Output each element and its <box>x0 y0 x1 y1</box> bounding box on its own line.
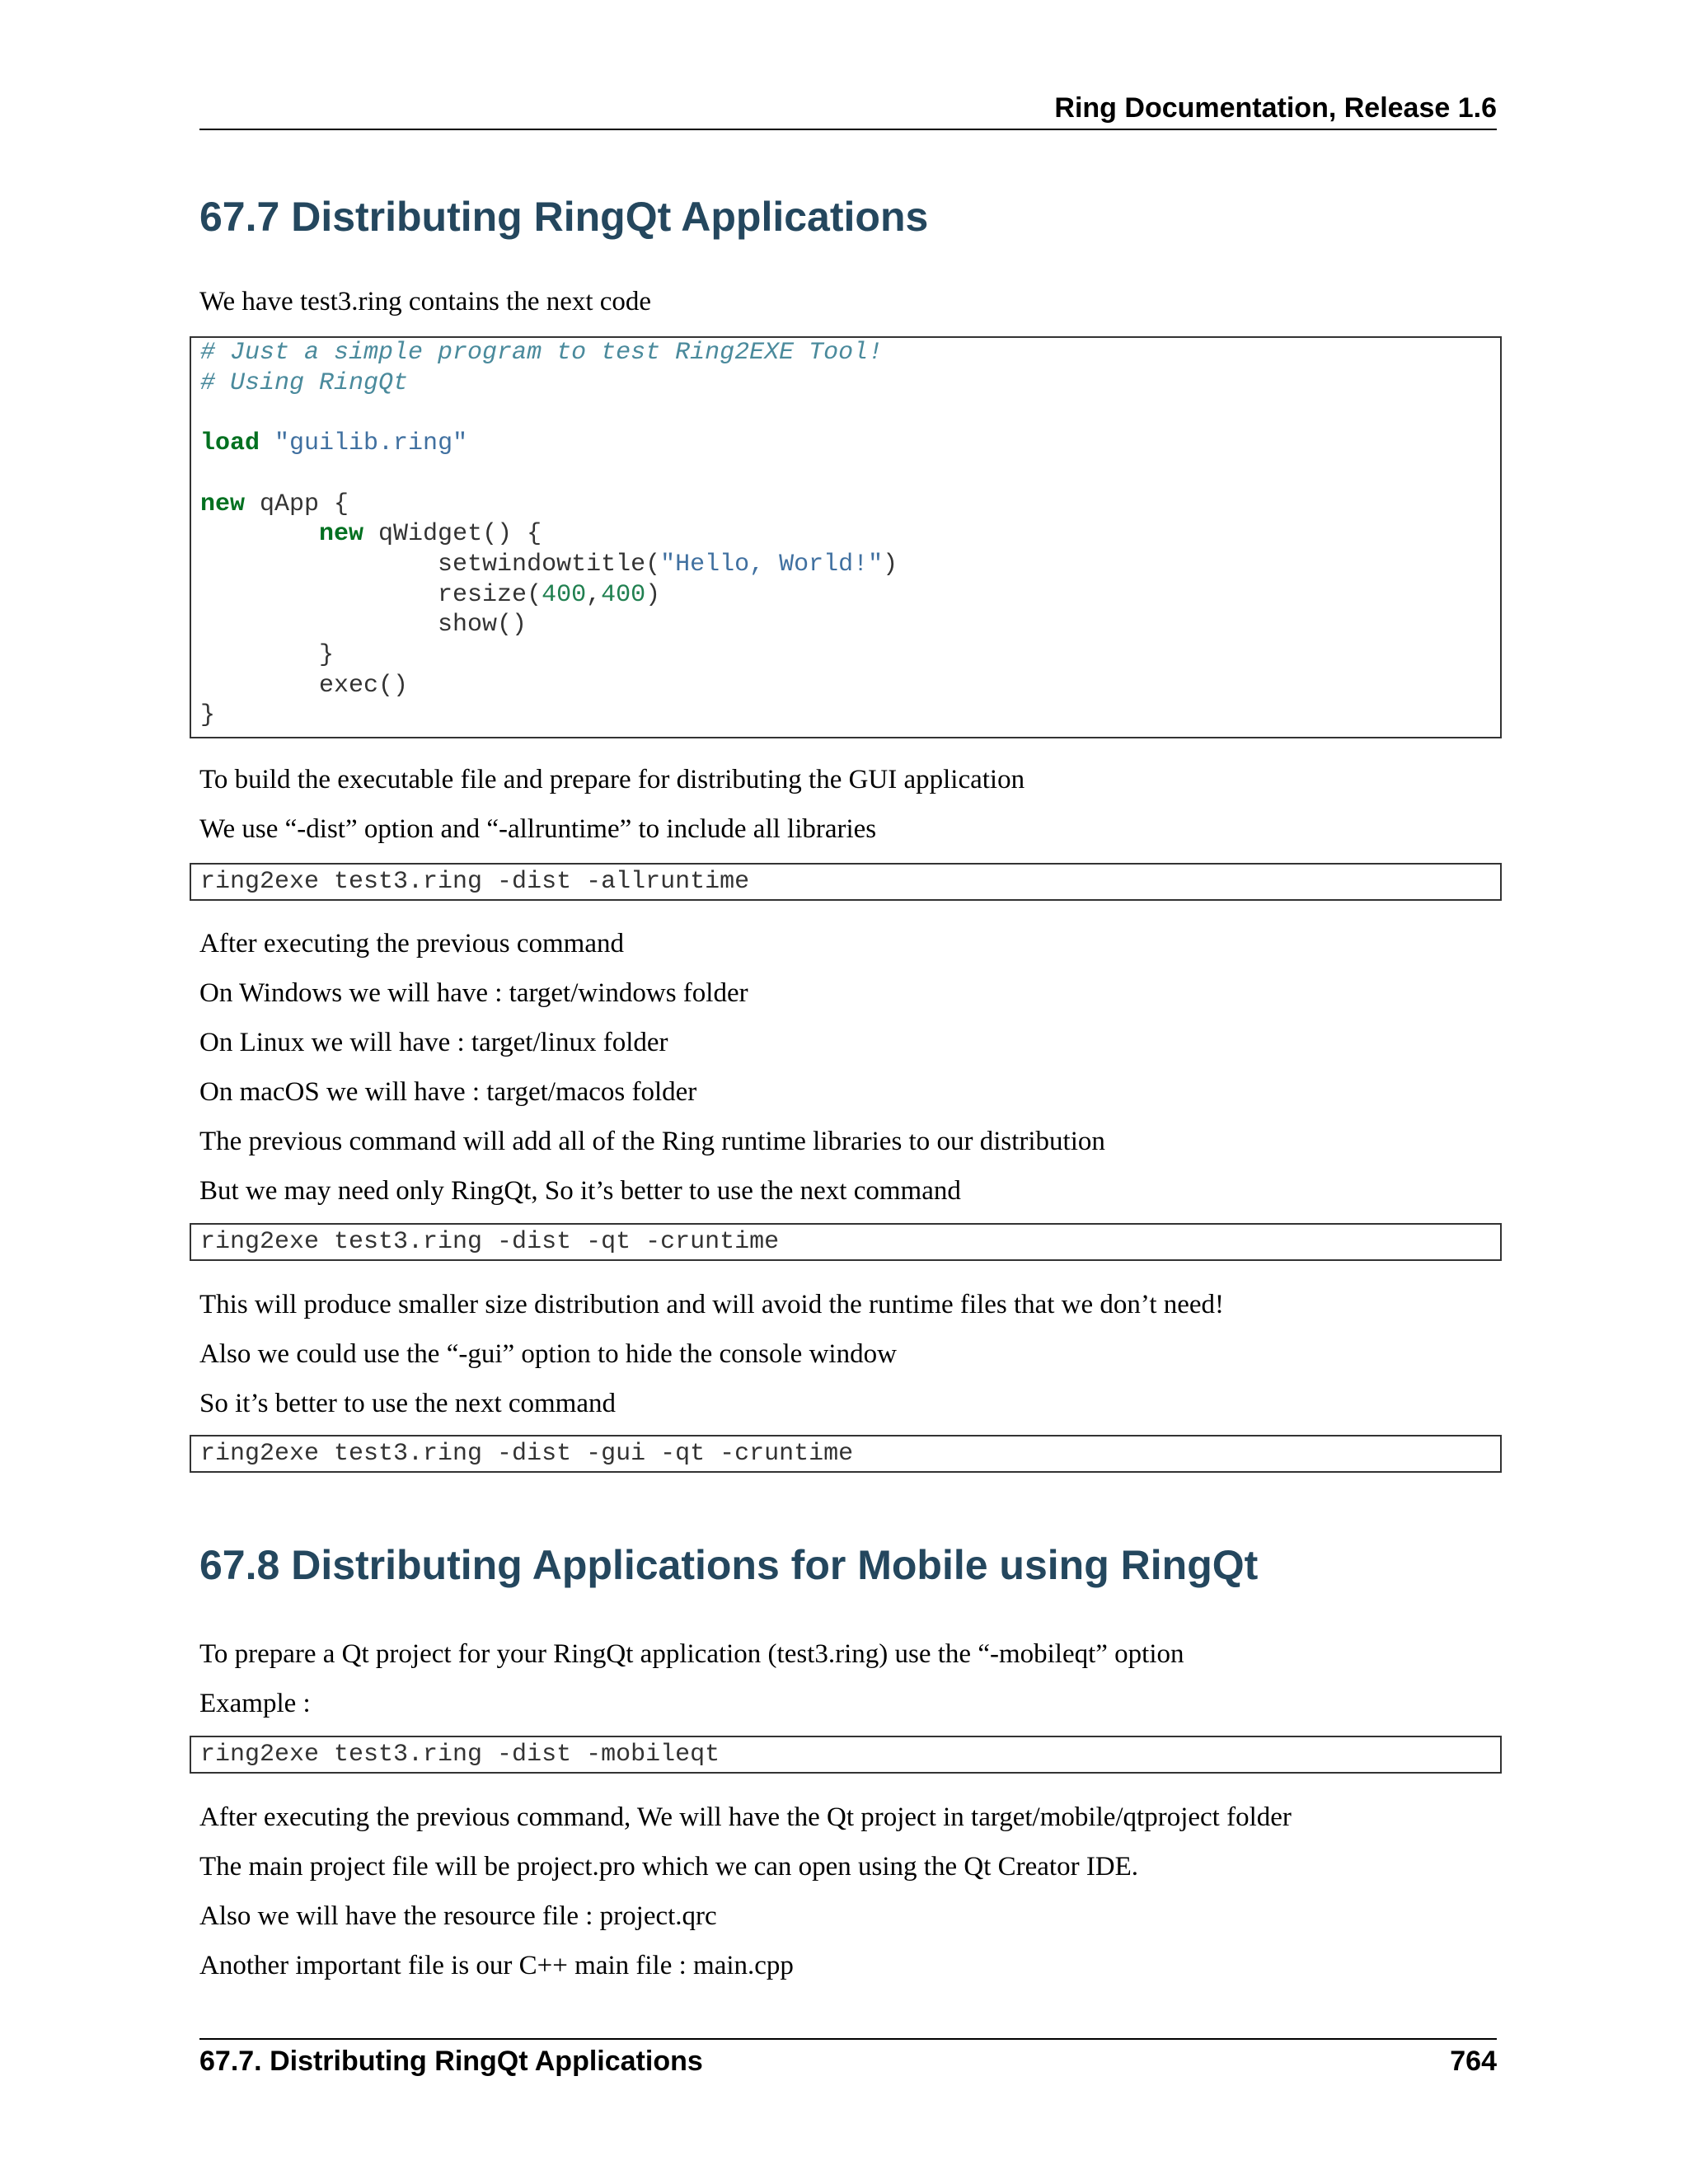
command-text: ring2exe test3.ring -dist -allruntime <box>200 868 750 896</box>
section-title-67-8: 67.8 Distributing Applications for Mobile using RingQt <box>199 1542 1259 1588</box>
command-text: ring2exe test3.ring -dist -qt -cruntime <box>200 1228 780 1256</box>
paragraph-after-mobile: After executing the previous command, We will have the Qt project in target/mobile/qtproject folder <box>199 1802 1292 1832</box>
paragraph-all-libs: The previous command will add all of the Ring runtime libraries to our distribution <box>199 1127 1105 1156</box>
code-line-11: } <box>200 641 335 670</box>
code-number: 400 <box>601 580 646 609</box>
code-number: 400 <box>542 580 587 609</box>
paragraph-resource: Also we will have the resource file : project.qrc <box>199 1901 717 1931</box>
code-line-13: } <box>200 701 216 730</box>
section-title-67-7: 67.7 Distributing RingQt Applications <box>199 194 929 240</box>
paragraph-after: After executing the previous command <box>199 929 624 958</box>
code-string: "guilib.ring" <box>274 429 468 458</box>
page-number: 764 <box>1450 2046 1497 2077</box>
code-block-test3[interactable] <box>190 336 1502 738</box>
paragraph-main-cpp: Another important file is our C++ main file : main.cpp <box>199 1951 794 1980</box>
code-line-9: resize(400,400) <box>200 580 661 609</box>
header-rule <box>199 129 1497 130</box>
running-header: Ring Documentation, Release 1.6 <box>1054 92 1497 124</box>
code-line-10: show() <box>200 611 528 640</box>
code-line-7: new qWidget() { <box>319 520 542 549</box>
command-text: ring2exe test3.ring -dist -gui -qt -cruntime <box>200 1440 854 1468</box>
paragraph-example: Example : <box>199 1689 311 1718</box>
code-line-1: # Just a simple program to test Ring2EXE Tool! <box>200 339 884 367</box>
command-text: ring2exe test3.ring -dist -mobileqt <box>200 1741 720 1769</box>
code-string: "Hello, World!" <box>660 550 884 579</box>
footer-rule <box>199 2038 1497 2040</box>
paragraph-build: To build the executable file and prepare for distributing the GUI application <box>199 765 1025 794</box>
code-line-4 <box>200 429 467 457</box>
code-keyword: new <box>200 490 246 518</box>
command-gui[interactable] <box>190 1435 1502 1473</box>
code-keyword: new <box>319 520 364 549</box>
paragraph-only-ringqt: But we may need only RingQt, So it’s better to use the next command <box>199 1176 961 1206</box>
code-line-8: setwindowtitle("Hello, World!") <box>200 550 898 579</box>
code-keyword: load <box>200 429 260 458</box>
code-listing <box>191 338 1500 731</box>
command-mobileqt[interactable] <box>190 1736 1502 1774</box>
paragraph-linux: On Linux we will have : target/linux folder <box>199 1028 668 1057</box>
paragraph-dist-option: We use “-dist” option and “-allruntime” to include all libraries <box>199 814 877 844</box>
code-line-12: exec() <box>200 671 409 700</box>
paragraph-windows: On Windows we will have : target/windows folder <box>199 978 748 1008</box>
paragraph-macos: On macOS we will have : target/macos folder <box>199 1077 697 1107</box>
paragraph-project-file: The main project file will be project.pro which we can open using the Qt Creator IDE. <box>199 1852 1139 1882</box>
paragraph-gui-option: Also we could use the “-gui” option to hide the console window <box>199 1339 897 1369</box>
paragraph-prepare: To prepare a Qt project for your RingQt application (test3.ring) use the “-mobileqt” option <box>199 1639 1184 1669</box>
paragraph-better: So it’s better to use the next command <box>199 1389 616 1418</box>
paragraph-intro: We have test3.ring contains the next code <box>199 287 652 316</box>
paragraph-smaller: This will produce smaller size distribution and will avoid the runtime files that we don’t need! <box>199 1290 1225 1319</box>
code-line-6: new qApp { <box>200 490 349 518</box>
footer-section-label: 67.7. Distributing RingQt Applications <box>199 2046 703 2077</box>
command-qt[interactable] <box>190 1223 1502 1261</box>
command-allruntime[interactable] <box>190 863 1502 901</box>
code-line-2: # Using RingQt <box>200 368 409 397</box>
